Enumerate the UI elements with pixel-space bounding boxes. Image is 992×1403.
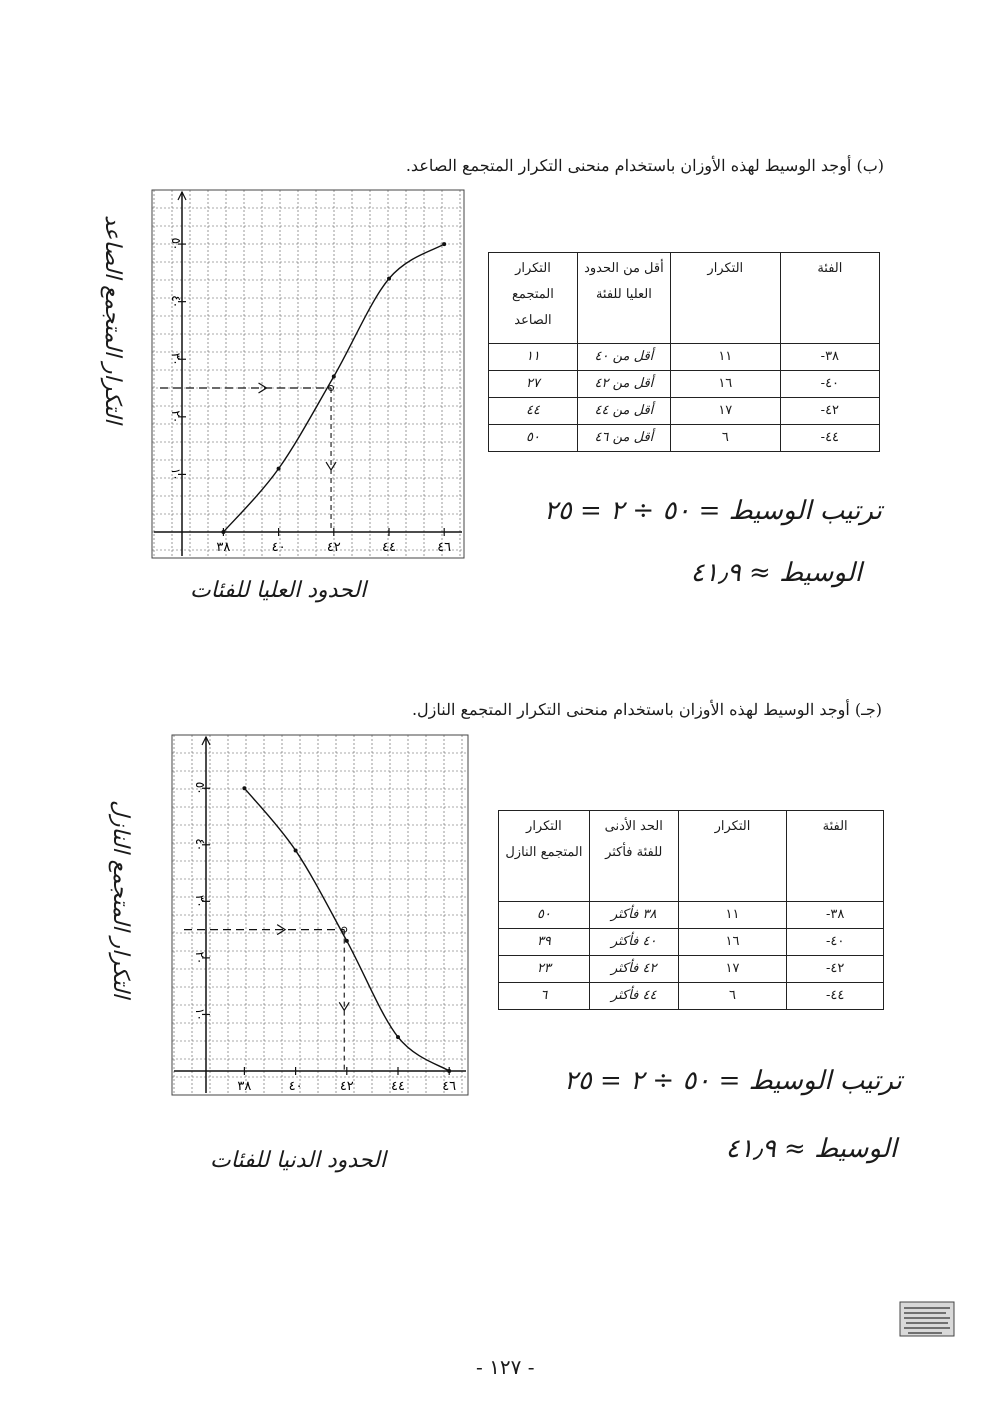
table-row (489, 425, 880, 452)
data-point (294, 848, 298, 852)
cell-frequency: ١١ (678, 902, 787, 929)
cell-cumulative: ٤٤ (489, 398, 578, 425)
table-row (499, 902, 884, 929)
cell-bound: أقل من ٤٦ (577, 425, 670, 452)
y-tick-label: ٢٠ (169, 410, 183, 424)
cell-frequency: ١٧ (670, 398, 780, 425)
table-row (489, 398, 880, 425)
part-b-median-rank: ترتيب الوسيط = ٥٠ ÷ ٢ = ٢٥ (543, 496, 882, 526)
y-tick-label: ٣٠ (193, 894, 207, 908)
cell-frequency: ١٦ (678, 929, 787, 956)
publisher-stamp-icon (898, 1300, 956, 1340)
page-number: - ١٢٧ - (476, 1355, 535, 1379)
x-tick-label: ٤٤ (391, 1079, 405, 1094)
part-c-x-axis-label: الحدود الدنيا للفئات (210, 1148, 386, 1173)
x-tick-label: ٣٨ (216, 540, 231, 555)
table-row (499, 956, 884, 983)
header-class: الفئة (780, 253, 879, 344)
ascending-cumulative-chart (150, 188, 466, 560)
x-tick-label: ٤٦ (437, 540, 452, 555)
part-c-instruction: (جـ) أوجد الوسيط لهذه الأوزان باستخدام منحنى التكرار المتجمع النازل. (411, 700, 882, 719)
cell-frequency: ١١ (670, 344, 780, 371)
cell-bound: أقل من ٤٤ (577, 398, 670, 425)
cell-class: ٤٠- (787, 929, 884, 956)
cell-class: ٣٨- (787, 902, 884, 929)
part-b-x-axis-label: الحدود العليا للفئات (190, 578, 367, 603)
data-point (442, 242, 446, 246)
cell-frequency: ٦ (670, 425, 780, 452)
cell-class: ٤٢- (787, 956, 884, 983)
header-frequency: التكرار (678, 811, 787, 902)
part-b-median-value: الوسيط ≈ ٤١٫٩ (690, 558, 862, 588)
table-header-row (499, 811, 884, 902)
header-upper-bounds: أقل من الحدود العليا للفئة (577, 253, 670, 344)
x-tick-label: ٤٢ (326, 540, 341, 555)
y-tick-label: ٣٠ (169, 352, 183, 366)
part-b-instruction: (ب) أوجد الوسيط لهذه الأوزان باستخدام منحنى التكرار المتجمع الصاعد. (405, 156, 884, 175)
descending-cumulative-chart (170, 733, 470, 1097)
data-point (277, 467, 281, 471)
y-tick-label: ١٠ (193, 1008, 207, 1021)
cell-cumulative: ٢٣ (499, 956, 590, 983)
table-row (489, 371, 880, 398)
cell-cumulative: ٣٩ (499, 929, 590, 956)
part-b-y-axis-label: التكرار المتجمع الصاعد (100, 215, 125, 424)
cell-class: ٤٢- (780, 398, 879, 425)
header-lower-bounds: الحد الأدنى للفئة فأكثر (589, 811, 678, 902)
part-b-frequency-table (488, 252, 880, 452)
cell-bound: أقل من ٤٠ (577, 344, 670, 371)
data-point (345, 939, 349, 943)
x-tick-label: ٤٦ (442, 1079, 457, 1094)
cell-class: ٤٠- (780, 371, 879, 398)
y-tick-label: ٥٠ (169, 237, 183, 251)
cell-bound: ٤٤ فأكثر (589, 983, 678, 1010)
x-tick-label: ٣٨ (237, 1079, 252, 1094)
cell-cumulative: ١١ (489, 344, 578, 371)
cell-class: ٤٤- (787, 983, 884, 1010)
part-c-median-value: الوسيط ≈ ٤١٫٩ (725, 1134, 897, 1164)
cell-bound: ٤٠ فأكثر (589, 929, 678, 956)
data-point (242, 786, 246, 790)
data-point (221, 530, 225, 534)
part-c-y-axis-label: التكرار المتجمع النازل (108, 800, 133, 999)
y-tick-label: ٥٠ (193, 781, 207, 795)
cell-bound: ٤٢ فأكثر (589, 956, 678, 983)
part-c-median-rank: ترتيب الوسيط = ٥٠ ÷ ٢ = ٢٥ (563, 1066, 902, 1096)
cell-frequency: ١٦ (670, 371, 780, 398)
header-cumulative: التكرار المتجمع النازل (499, 811, 590, 902)
cell-class: ٣٨- (780, 344, 879, 371)
x-tick-label: ٤٤ (382, 540, 396, 555)
header-class: الفئة (787, 811, 884, 902)
x-tick-label: ٤٠ (288, 1079, 303, 1094)
table-row (499, 929, 884, 956)
header-frequency: التكرار (670, 253, 780, 344)
table-row (499, 983, 884, 1010)
cell-cumulative: ٦ (499, 983, 590, 1010)
data-point (396, 1035, 400, 1039)
cell-frequency: ٦ (678, 983, 787, 1010)
y-tick-label: ٤٠ (169, 295, 183, 309)
header-cumulative: التكرار المتجمع الصاعد (489, 253, 578, 344)
cell-cumulative: ٥٠ (489, 425, 578, 452)
table-header-row (489, 253, 880, 344)
x-tick-label: ٤٠ (271, 540, 286, 555)
part-c-frequency-table (498, 810, 884, 1010)
cell-cumulative: ٥٠ (499, 902, 590, 929)
data-point (332, 375, 336, 379)
cell-cumulative: ٢٧ (489, 371, 578, 398)
y-tick-label: ٤٠ (193, 838, 207, 852)
data-point (447, 1069, 451, 1073)
cell-class: ٤٤- (780, 425, 879, 452)
cell-bound: ٣٨ فأكثر (589, 902, 678, 929)
cell-frequency: ١٧ (678, 956, 787, 983)
table-row (489, 344, 880, 371)
grid-border (152, 190, 464, 558)
cell-bound: أقل من ٤٢ (577, 371, 670, 398)
data-point (387, 277, 391, 281)
x-tick-label: ٤٢ (339, 1079, 354, 1094)
y-tick-label: ١٠ (169, 467, 183, 481)
y-tick-label: ٢٠ (193, 951, 207, 965)
